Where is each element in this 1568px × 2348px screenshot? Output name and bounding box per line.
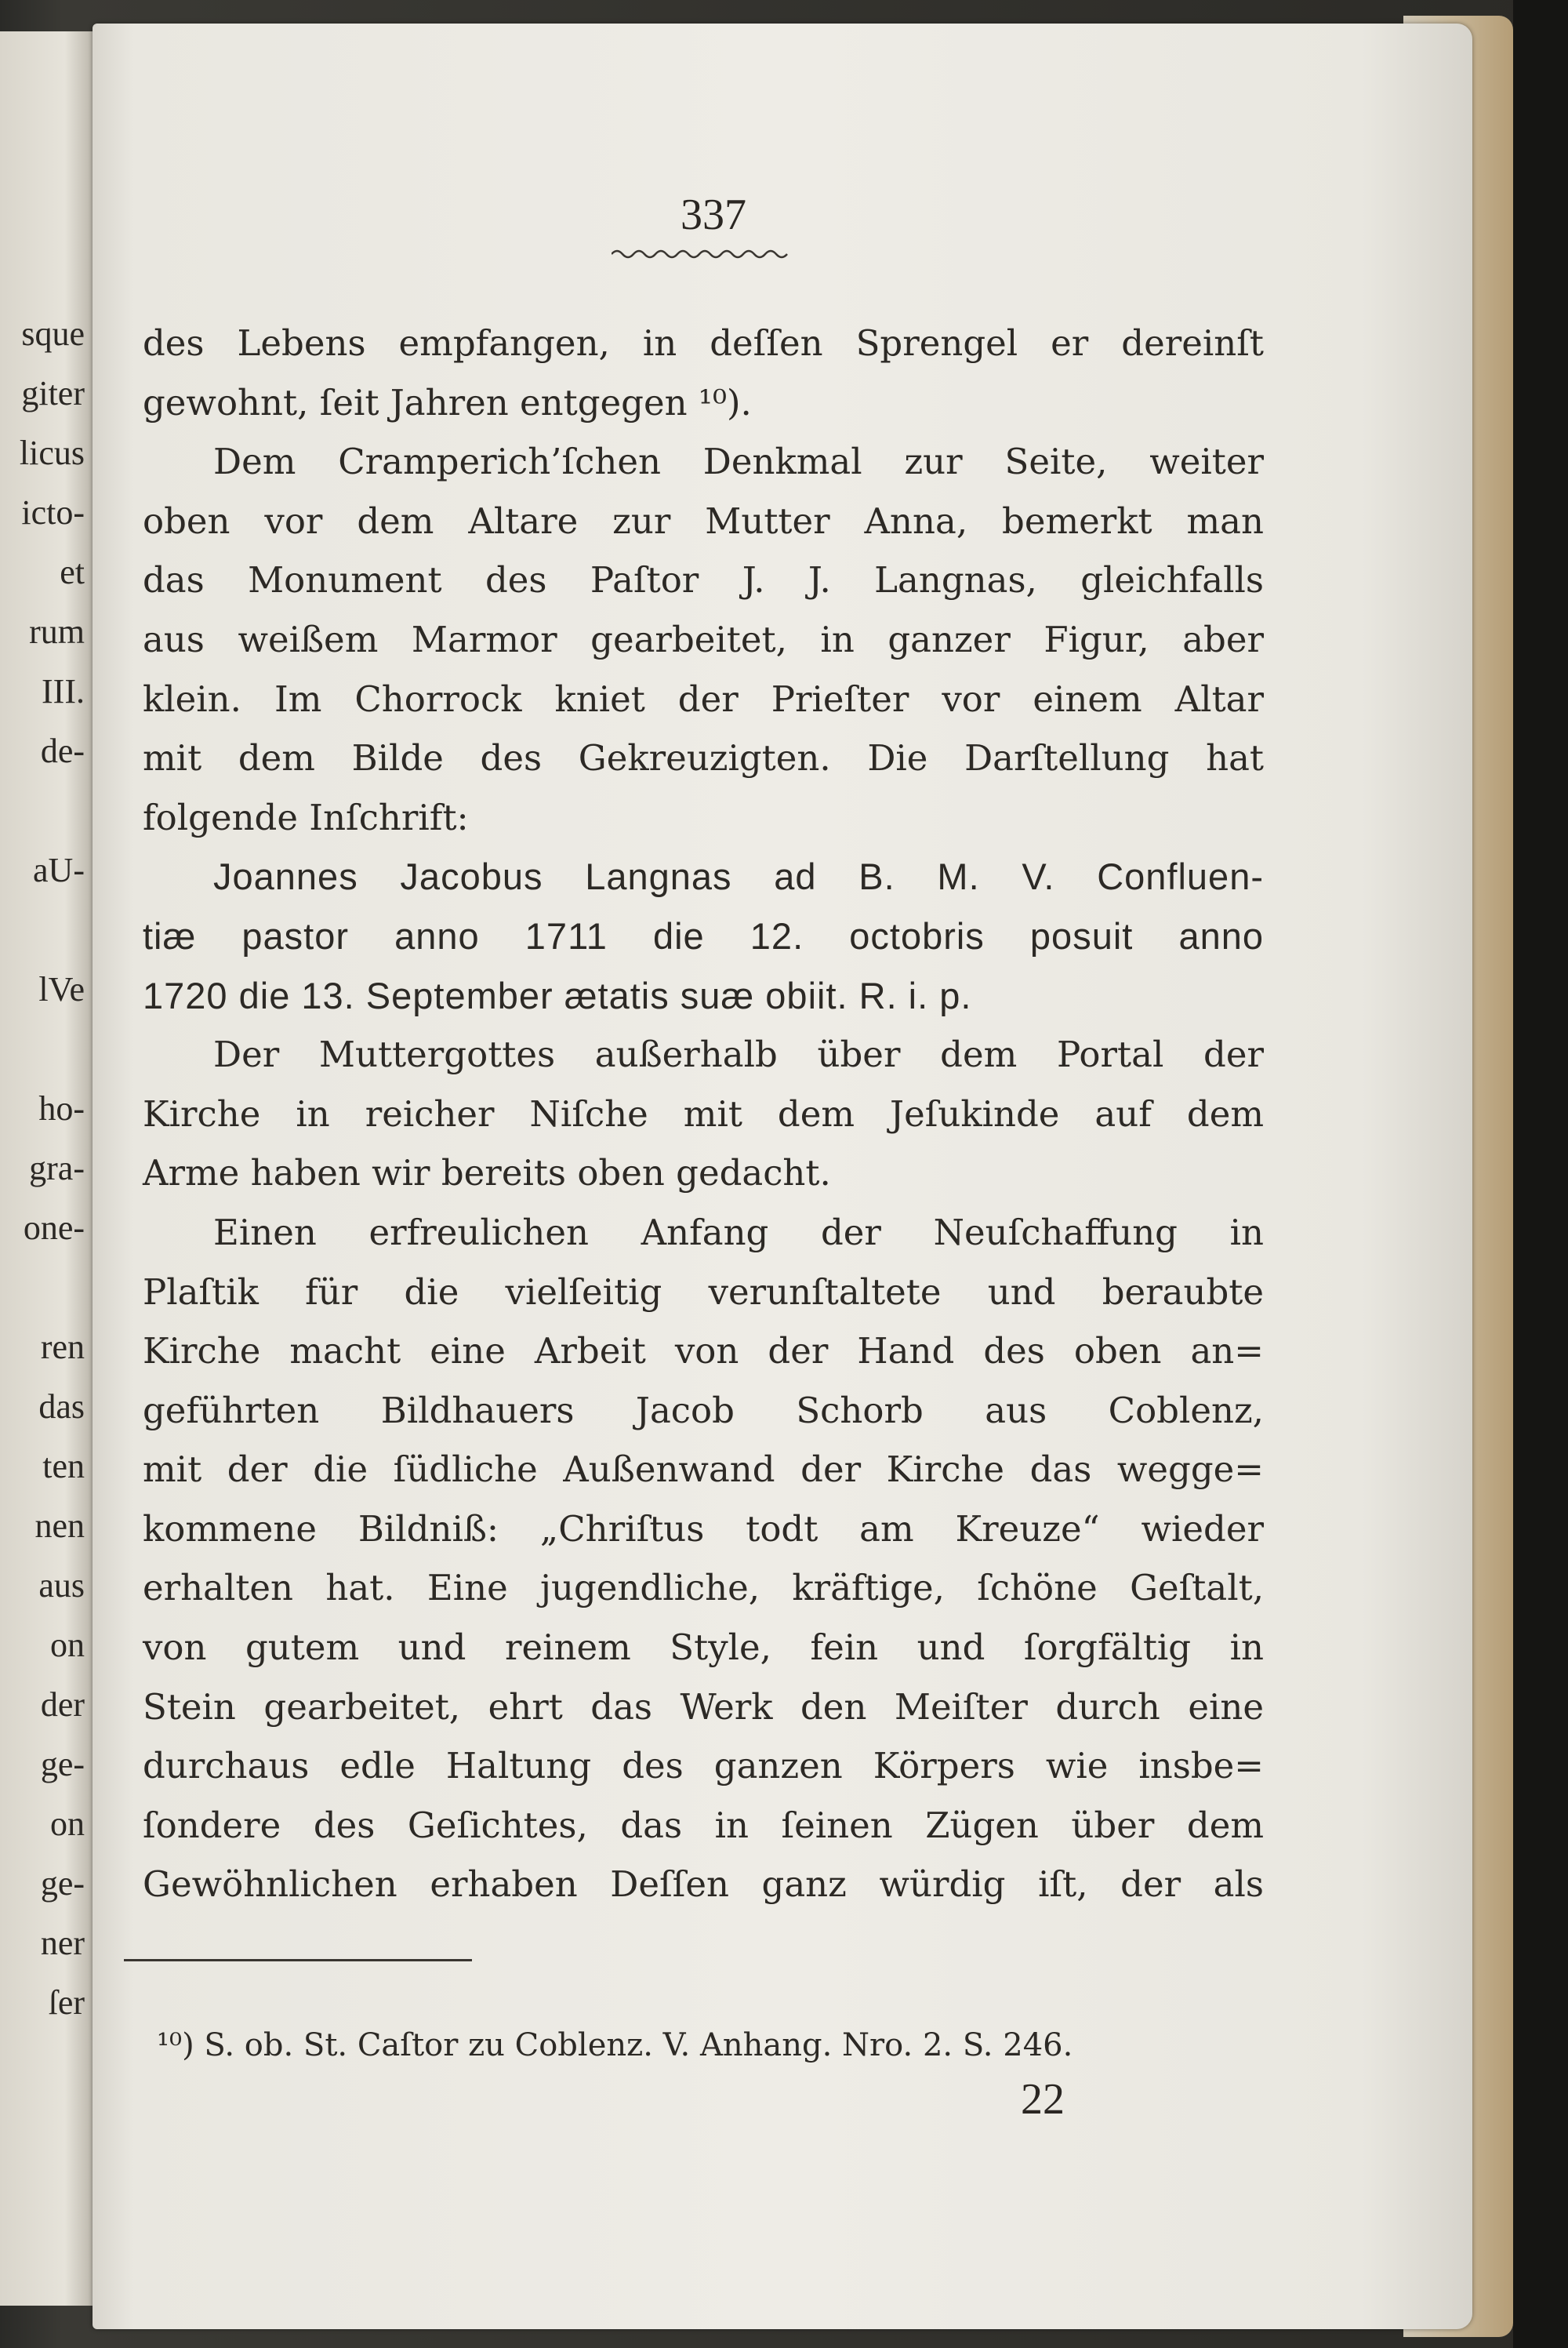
text-line: das Monument des Paſtor J. J. Langnas, gleichfalls [143,559,1264,602]
text-line: ſondere des Geſichtes, das in ſeinen Zügen über dem [143,1804,1264,1846]
binding-cover [1513,0,1568,2348]
text-line: Einen erfreulichen Anfang der Neuſchaffung in [213,1211,1264,1253]
footnote: ¹⁰) S. ob. St. Caſtor zu Coblenz. V. Anhang. Nro. 2. S. 246. [157,2027,1073,2063]
text-line: durchaus edle Haltung des ganzen Körpers wie insbe= [143,1745,1264,1787]
text-line: Stein gearbeitet, ehrt das Werk den Meiſter durch eine [143,1685,1264,1728]
left-page-fragment: licus [19,434,85,472]
left-page-fragment: one- [23,1209,85,1247]
text-line: gewohnt, ſeit Jahren entgegen ¹⁰). [143,381,752,423]
left-page-fragment: III. [42,672,85,711]
text-line: geführten Bildhauers Jacob Schorb aus Coblenz, [143,1389,1264,1431]
left-page-fragment: lVe [38,970,85,1009]
left-page-fragment: giter [21,374,85,413]
page-number: 337 [681,191,746,239]
left-page-fragment: ten [42,1447,85,1485]
text-line: oben vor dem Altare zur Mutter Anna, bemerkt man [143,500,1264,542]
text-line: folgende Inſchrift: [143,796,469,838]
text-line: mit dem Bilde des Gekreuzigten. Die Darſtellung hat [143,737,1264,780]
left-page-fragment: on [50,1626,85,1664]
decorative-wavy-rule [612,246,792,262]
previous-page-strip [0,31,93,2306]
left-page-fragment: on [50,1805,85,1843]
left-page-fragment: rum [29,612,85,651]
inscription-line: tiæ pastor anno 1711 die 12. octobris posuit anno [143,914,1264,957]
left-page-fragment: aU- [33,851,85,889]
text-line: Kirche macht eine Arbeit von der Hand des oben an= [143,1330,1264,1372]
text-line: mit der die ſüdliche Außenwand der Kirche das wegge= [143,1448,1264,1491]
left-page-fragment: ner [40,1924,85,1962]
text-line: Plaſtik für die vielſeitig verunſtaltete und beraubte [143,1270,1264,1313]
left-page-fragment: ge- [40,1864,85,1903]
text-line: Der Muttergottes außerhalb über dem Portal der [213,1034,1264,1076]
text-line: Arme haben wir bereits oben gedacht. [143,1152,831,1194]
text-line: erhalten hat. Eine jugendliche, kräftige, ſchöne Geſtalt, [143,1567,1264,1609]
text-line: des Lebens empfangen, in deſſen Sprengel er dereinſt [143,322,1264,364]
left-page-fragment: ren [40,1328,85,1366]
text-line: Dem Cramperich’ſchen Denkmal zur Seite, weiter [213,441,1264,483]
text-line: Kirche in reicher Niſche mit dem Jeſukinde auf dem [143,1092,1264,1135]
inscription-line: Joannes Jacobus Langnas ad B. M. V. Confluen- [213,856,1264,898]
text-line: Gewöhnlichen erhaben Deſſen ganz würdig iſt, der als [143,1863,1264,1906]
left-page-fragment: icto- [21,493,85,532]
left-page-fragment: aus [38,1566,85,1605]
left-page-fragment: de- [40,732,85,770]
left-page-fragment: der [40,1685,85,1724]
footnote-rule [124,1959,472,1961]
left-page-fragment: ge- [40,1745,85,1783]
left-page-fragment: ho- [38,1089,85,1128]
text-line: aus weißem Marmor gearbeitet, in ganzer Figur, aber [143,618,1264,660]
text-line: kommene Bildniß: „Chriſtus todt am Kreuze“ wieder [143,1507,1264,1550]
left-page-fragment: das [38,1387,85,1426]
body-text [143,314,1264,1914]
text-line: klein. Im Chorrock kniet der Prieſter vor einem Altar [143,678,1264,720]
inscription-line: 1720 die 13. September ætatis suæ obiit. R. i. p. [143,974,972,1016]
left-page-fragment: gra- [29,1149,85,1187]
left-page-fragment: et [60,553,85,591]
text-line: von gutem und reinem Style, fein und ſorgfältig in [143,1627,1264,1669]
left-page-fragment: ſer [48,1983,85,2022]
signature-mark: 22 [1021,2075,1065,2124]
left-page-fragment: nen [34,1507,85,1545]
left-page-fragment: sque [21,314,85,353]
